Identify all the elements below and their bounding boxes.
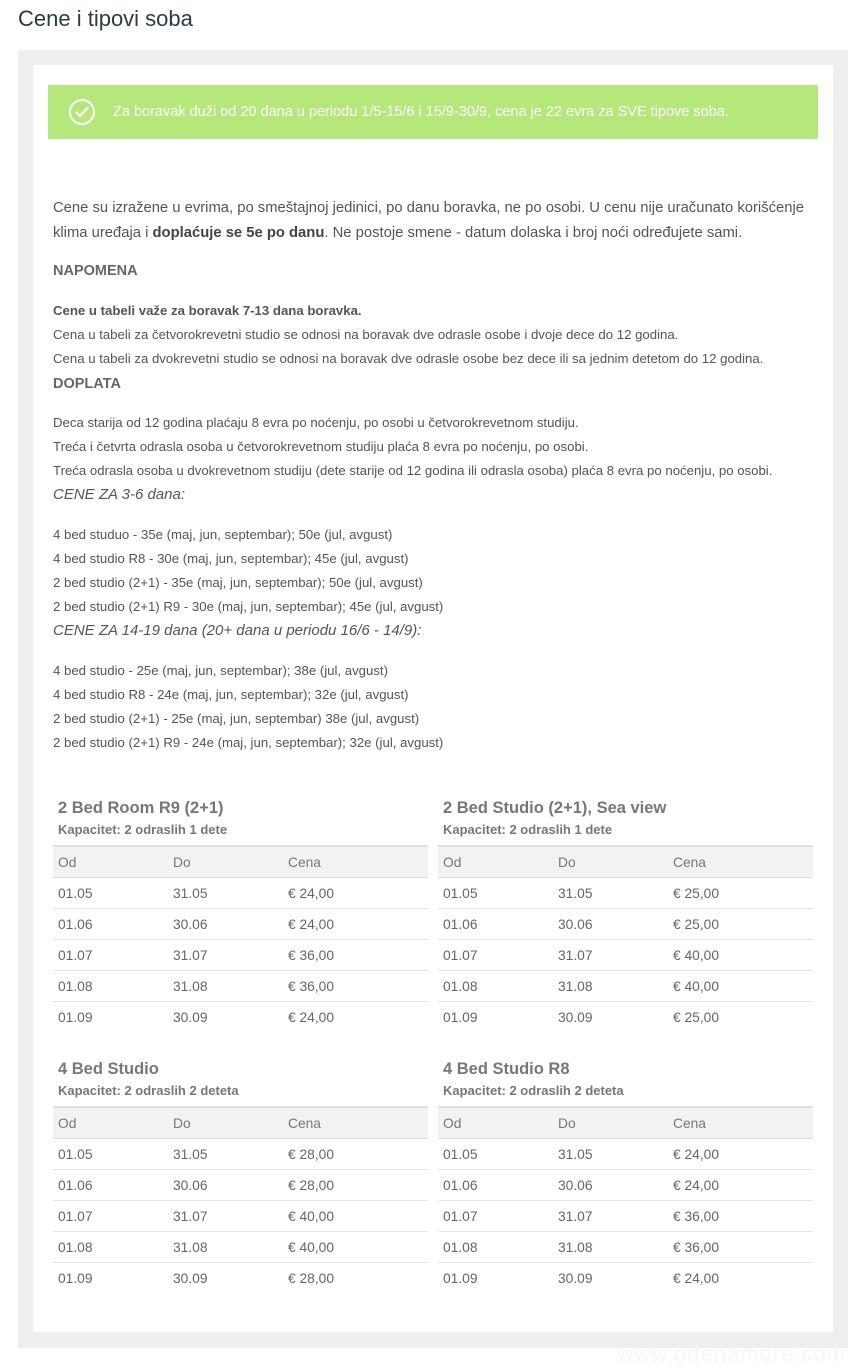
cell-do: 31.07 [168, 1201, 283, 1232]
cell-od: 01.07 [438, 940, 553, 971]
price-table [53, 797, 428, 1032]
cell-od: 01.05 [53, 1139, 168, 1170]
doplata-heading: DOPLATA [53, 376, 121, 392]
table-header-row [53, 846, 428, 878]
table-title: 2 Bed Studio (2+1), Sea view [443, 799, 667, 817]
doplata-line: Deca starija od 12 godina plaćaju 8 evra po noćenju, po osobi u četvorokrevetnom studiju. [53, 415, 579, 430]
cell-od: 01.07 [438, 1201, 553, 1232]
table-capacity: Kapacitet: 2 odraslih 1 dete [443, 822, 613, 837]
cell-do: 30.09 [173, 1270, 208, 1286]
cell-cena: € 28,00 [288, 1270, 335, 1286]
table-row [53, 909, 428, 940]
price-grid [53, 845, 428, 1032]
intro-paragraph [53, 196, 813, 246]
napomena-line: Cena u tabeli za četvorokrevetni studio se odnosi na boravak dve odrasle osobe i dvoje dece do 12 godina. [53, 327, 679, 342]
price-grid [438, 1106, 813, 1293]
table-capacity: Kapacitet: 2 odraslih 2 deteta [443, 1083, 624, 1098]
cell-cena: € 40,00 [283, 1201, 428, 1232]
cell-od: 01.09 [58, 1270, 93, 1286]
long-stay-line: 4 bed studio R8 - 24e (maj, jun, septembar); 32e (jul, avgust) [53, 687, 409, 702]
cell-do: 31.07 [553, 940, 668, 971]
table-row [438, 1263, 813, 1294]
cell-od: 01.06 [438, 909, 553, 940]
table-row [53, 940, 428, 971]
table-row [53, 1170, 428, 1201]
cell-od: 01.05 [438, 878, 553, 909]
cell-cena: € 25,00 [668, 909, 813, 940]
price-table [53, 1058, 428, 1293]
cell-od: 01.05 [53, 878, 168, 909]
table-title: 4 Bed Studio R8 [443, 1060, 570, 1078]
cell-do: 30.09 [558, 1009, 593, 1025]
cell-cena: € 25,00 [673, 1009, 720, 1025]
price-grid [53, 1106, 428, 1293]
table-capacity: Kapacitet: 2 odraslih 2 deteta [58, 1083, 239, 1098]
cell-do: 30.06 [168, 909, 283, 940]
table-row [438, 940, 813, 971]
column-header-od: Od [438, 846, 553, 878]
short-stay-line: 2 bed studio (2+1) - 35e (maj, jun, septembar); 50e (jul, avgust) [53, 575, 423, 590]
table-row [53, 878, 428, 909]
table-row [53, 1139, 428, 1170]
table-row [53, 1201, 428, 1232]
cell-do: 30.09 [558, 1270, 593, 1286]
table-header-row [438, 1107, 813, 1139]
table-row [53, 1263, 428, 1294]
doplata-line: Treća i četvrta odrasla osoba u četvorokrevetnom studiju plaća 8 evra po noćenju, po osobi. [53, 439, 589, 454]
napomena-bold-line: Cene u tabeli važe za boravak 7-13 dana boravka. [53, 303, 362, 318]
page-title: Cene i tipovi soba [18, 6, 193, 31]
cell-cena: € 28,00 [283, 1139, 428, 1170]
cell-cena: € 24,00 [668, 1139, 813, 1170]
cell-do: 31.08 [168, 1232, 283, 1263]
price-table [438, 1058, 813, 1293]
column-header-od: Od [53, 1107, 168, 1139]
cell-do: 31.05 [168, 1139, 283, 1170]
cell-od: 01.06 [438, 1170, 553, 1201]
short-stay-heading: CENE ZA 3-6 dana: [53, 486, 186, 503]
cell-do: 31.05 [553, 1139, 668, 1170]
table-row [438, 971, 813, 1002]
cell-do: 30.06 [553, 909, 668, 940]
column-header-do: Do [168, 1107, 283, 1139]
cell-od: 01.07 [53, 940, 168, 971]
cell-cena: € 36,00 [283, 971, 428, 1002]
short-stay-line: 2 bed studio (2+1) R9 - 30e (maj, jun, septembar); 45e (jul, avgust) [53, 599, 444, 614]
column-header-do: Do [553, 846, 668, 878]
cell-do: 31.08 [553, 1232, 668, 1263]
price-table [438, 797, 813, 1032]
cell-do: 31.08 [553, 971, 668, 1002]
alert-text: Za boravak duži od 20 dana u periodu 1/5-15/6 i 15/9-30/9, cena je 22 evra za SVE tipove soba. [113, 104, 729, 120]
cell-cena: € 24,00 [283, 878, 428, 909]
check-circle-icon [69, 99, 95, 125]
cell-cena: € 36,00 [668, 1201, 813, 1232]
cell-do: 31.07 [553, 1201, 668, 1232]
pricing-card [33, 65, 833, 1332]
table-title: 4 Bed Studio [58, 1060, 159, 1078]
table-row [438, 1002, 813, 1033]
long-stay-line: 4 bed studio - 25e (maj, jun, septembar); 38e (jul, avgust) [53, 663, 388, 678]
cell-cena: € 24,00 [283, 909, 428, 940]
cell-od: 01.05 [438, 1139, 553, 1170]
table-header-row [53, 1107, 428, 1139]
cell-cena: € 40,00 [283, 1232, 428, 1263]
table-row [438, 909, 813, 940]
cell-cena: € 28,00 [283, 1170, 428, 1201]
table-row [438, 1201, 813, 1232]
info-alert [48, 85, 818, 139]
intro-text-1: Cene su izražene u evrima, po smeštajnoj jedinici, po danu boravka, ne po osobi. U cenu nije uračunato korišćenje klima uređaja i [53, 200, 804, 241]
intro-text-2: . Ne postoje smene - datum dolaska i broj noći određujete sami. [324, 225, 743, 241]
column-header-od: Od [438, 1107, 553, 1139]
cell-od: 01.08 [438, 1232, 553, 1263]
cell-do: 30.09 [173, 1009, 208, 1025]
cell-od: 01.09 [443, 1270, 478, 1286]
cell-od: 01.07 [53, 1201, 168, 1232]
cell-do: 31.05 [168, 878, 283, 909]
cell-od: 01.06 [53, 909, 168, 940]
long-stay-line: 2 bed studio (2+1) R9 - 24e (maj, jun, septembar); 32e (jul, avgust) [53, 735, 444, 750]
pricing-panel [18, 50, 848, 1348]
table-row [438, 1170, 813, 1201]
column-header-do: Do [553, 1107, 668, 1139]
table-row [53, 1232, 428, 1263]
table-row [53, 971, 428, 1002]
table-header-row [438, 846, 813, 878]
column-header-cena: Cena [283, 846, 428, 878]
doplata-line: Treća odrasla osoba u dvokrevetnom studiju (dete starije od 12 godina ili odrasla osoba) plaća 8 evra po noćenju, po osobi. [53, 463, 773, 478]
cell-cena: € 25,00 [668, 878, 813, 909]
cell-do: 31.05 [553, 878, 668, 909]
cell-od: 01.06 [53, 1170, 168, 1201]
napomena-heading: NAPOMENA [53, 263, 138, 279]
long-stay-heading: CENE ZA 14-19 dana (20+ dana u periodu 16/6 - 14/9): [53, 622, 422, 639]
cell-do: 30.06 [553, 1170, 668, 1201]
intro-bold: doplaćuje se 5e po danu [152, 225, 325, 241]
short-stay-line: 4 bed studuo - 35e (maj, jun, septembar); 50e (jul, avgust) [53, 527, 393, 542]
table-title: 2 Bed Room R9 (2+1) [58, 799, 224, 817]
table-capacity: Kapacitet: 2 odraslih 1 dete [58, 822, 228, 837]
cell-cena: € 40,00 [668, 971, 813, 1002]
cell-cena: € 24,00 [673, 1270, 720, 1286]
table-row [438, 878, 813, 909]
column-header-cena: Cena [283, 1107, 428, 1139]
column-header-od: Od [53, 846, 168, 878]
cell-cena: € 36,00 [668, 1232, 813, 1263]
cell-do: 31.08 [168, 971, 283, 1002]
site-watermark: www.gdenamore.com [617, 1341, 846, 1366]
table-row [438, 1139, 813, 1170]
column-header-cena: Cena [668, 1107, 813, 1139]
cell-od: 01.09 [443, 1009, 478, 1025]
table-row [53, 1002, 428, 1033]
cell-od: 01.08 [53, 1232, 168, 1263]
table-row [438, 1232, 813, 1263]
cell-od: 01.08 [438, 971, 553, 1002]
price-grid [438, 845, 813, 1032]
cell-do: 30.06 [168, 1170, 283, 1201]
short-stay-line: 4 bed studio R8 - 30e (maj, jun, septembar); 45e (jul, avgust) [53, 551, 409, 566]
cell-cena: € 24,00 [288, 1009, 335, 1025]
column-header-cena: Cena [668, 846, 813, 878]
cell-cena: € 36,00 [283, 940, 428, 971]
cell-do: 31.07 [168, 940, 283, 971]
long-stay-line: 2 bed studio (2+1) - 25e (maj, jun, septembar) 38e (jul, avgust) [53, 711, 420, 726]
cell-od: 01.08 [53, 971, 168, 1002]
napomena-line: Cena u tabeli za dvokrevetni studio se odnosi na boravak dve odrasle osobe bez dece ili sa jednim detetom do 12 godina. [53, 351, 764, 366]
column-header-do: Do [168, 846, 283, 878]
cell-cena: € 24,00 [668, 1170, 813, 1201]
cell-cena: € 40,00 [668, 940, 813, 971]
cell-od: 01.09 [58, 1009, 93, 1025]
